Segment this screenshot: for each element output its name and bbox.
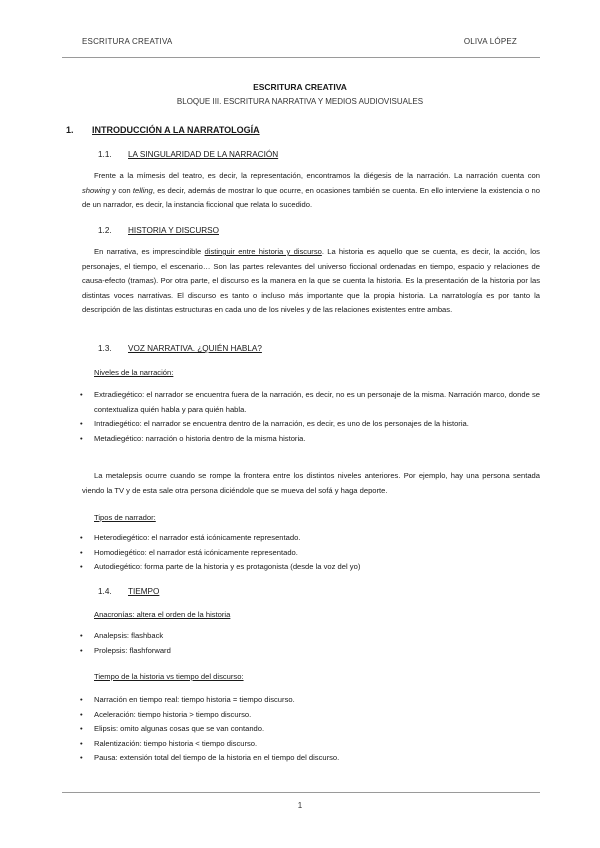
header-right: OLIVA LÓPEZ <box>463 37 517 46</box>
subsection-number: 1.1. <box>98 150 112 159</box>
list-item: • Pausa: extensión total del tiempo de la historia en el tiempo del discurso. <box>82 751 540 766</box>
list-item: • Metadiegético: narración o historia dentro de la misma historia. <box>82 432 540 447</box>
section-number: 1. <box>66 125 74 135</box>
subsection-title: VOZ NARRATIVA. ¿QUIÉN HABLA? <box>128 344 262 353</box>
document-title: ESCRITURA CREATIVA <box>253 82 347 92</box>
subsection-heading-1-4 <box>98 587 159 596</box>
subsection-heading-1-1 <box>98 150 278 159</box>
tiempo-label: Tiempo de la historia vs tiempo del discurso: <box>94 672 244 681</box>
term-showing: showing <box>82 185 110 195</box>
niveles-list <box>82 388 540 446</box>
subsection-number: 1.2. <box>98 226 112 235</box>
document-subtitle: BLOQUE III. ESCRITURA NARRATIVA Y MEDIOS AUDIOVISUALES <box>176 97 424 106</box>
page-number: 1 <box>297 801 303 810</box>
list-item: • Analepsis: flashback <box>82 629 540 644</box>
list-item: • Extradiegético: el narrador se encuentra fuera de la narración, es decir, no es un personaje de la misma. Narración marco, donde se contextualiza quién habla y para quién habla. <box>82 388 540 417</box>
subsection-number: 1.4. <box>98 587 112 596</box>
subsection-title: TIEMPO <box>128 587 160 596</box>
footer-divider <box>62 792 540 793</box>
anacronias-list <box>82 629 540 658</box>
paragraph-metalepsis: La metalepsis ocurre cuando se rompe la frontera entre los distintos niveles anteriores. Por ejemplo, hay una persona sentada viendo la TV y de esta sale otra persona diciéndole que se mueva del sofá y haga deporte. <box>82 471 540 495</box>
list-item: • Elipsis: omito algunas cosas que se van contando. <box>82 722 540 737</box>
underlined-phrase: distinguir entre historia y discurso <box>204 247 322 256</box>
list-item: • Heterodiegético: el narrador está icónicamente representado. <box>82 531 540 546</box>
list-item: • Aceleración: tiempo historia > tiempo discurso. <box>82 708 540 723</box>
list-item: • Ralentización: tiempo historia < tiempo discurso. <box>82 737 540 752</box>
section-title: INTRODUCCIÓN A LA NARRATOLOGÍA <box>92 125 260 135</box>
anacronias-label: Anacronías: altera el orden de la historia <box>94 610 231 619</box>
list-item: • Narración en tiempo real: tiempo historia = tiempo discurso. <box>82 693 540 708</box>
subsection-heading-1-2 <box>98 226 219 235</box>
tipos-list <box>82 531 540 575</box>
header-left: ESCRITURA CREATIVA <box>82 37 173 46</box>
subsection-number: 1.3. <box>98 344 112 353</box>
list-item: • Prolepsis: flashforward <box>82 644 540 659</box>
tipos-label: Tipos de narrador: <box>94 513 156 522</box>
subsection-title: HISTORIA Y DISCURSO <box>128 226 219 235</box>
term-telling: telling <box>132 185 153 195</box>
subsection-heading-1-3 <box>98 344 262 353</box>
paragraph-singularidad: Frente a la mímesis del teatro, es decir, la representación, encontramos la diégesis de la narración. La narración cuenta con showing y con telling, es decir, además de mostrar lo que ocurre, en ocasiones también se cuenta. En ello interviene la existencia o no de un narrador, es decir, la instancia ficcional que relata lo sucedido. <box>82 171 540 209</box>
tiempo-list <box>82 693 540 766</box>
list-item: • Homodiegético: el narrador está icónicamente representado. <box>82 546 540 561</box>
section-heading-1 <box>66 125 260 135</box>
subsection-title: LA SINGULARIDAD DE LA NARRACIÓN <box>128 150 279 159</box>
list-item: • Intradiegético: el narrador se encuentra dentro de la narración, es decir, es uno de los personajes de la historia. <box>82 417 540 432</box>
list-item: • Autodiegético: forma parte de la historia y es protagonista (desde la voz del yo) <box>82 560 540 575</box>
paragraph-historia-discurso: En narrativa, es imprescindible distinguir entre historia y discurso. La historia es aquello que se cuenta, es decir, la acción, los personajes, el tiempo, el escenario… Son las partes relevantes del universo ficcional ordenadas en tiempo, espacio y relaciones de causa-efecto (tramas). Por otra parte, el discurso es la manera en la que se cuenta la historia. Es la presentación de la historia por las distintas voces narrativas. El discurso es tanto o incluso más importante que la propia historia. La narratología es por tanto la descripción de las distintas estructuras en cada uno de los niveles y de las relaciones existentes entre ambas. <box>82 247 540 314</box>
header-divider <box>62 57 540 58</box>
niveles-label: Niveles de la narración: <box>94 368 174 377</box>
